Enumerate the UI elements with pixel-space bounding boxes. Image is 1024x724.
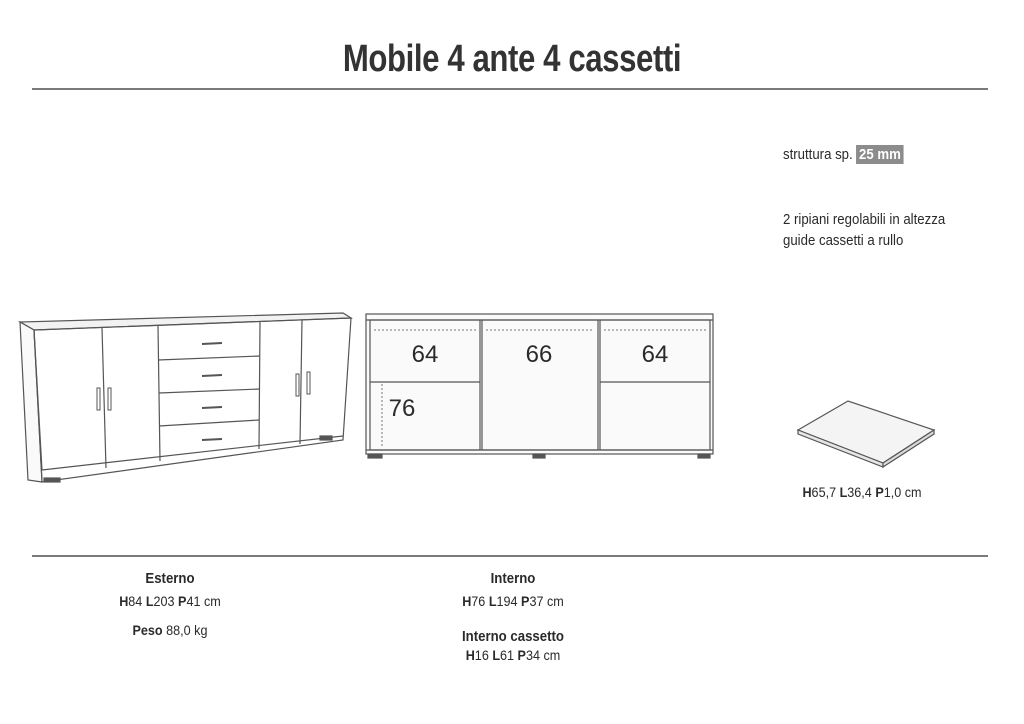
- sideboard-perspective-drawing: [20, 313, 351, 482]
- weight-info: Peso 88,0 kg: [132, 622, 208, 638]
- page-title: Mobile 4 ante 4 cassetti: [342, 38, 682, 80]
- interior-height-label: 76: [388, 395, 416, 422]
- structure-label: struttura sp.: [783, 146, 853, 163]
- thickness-badge: 25 mm: [856, 145, 903, 164]
- interno-cassetto-dimensions: H16 L61 P34 cm: [465, 647, 561, 663]
- interior-right-width-label: 64: [641, 341, 669, 368]
- shelf-drawing: [798, 401, 934, 467]
- interno-cassetto-heading: Interno cassetto: [462, 628, 564, 645]
- interno-heading: Interno: [490, 570, 536, 587]
- interior-left-width-label: 64: [411, 341, 439, 368]
- esterno-heading: Esterno: [145, 570, 195, 587]
- interior-center-width-label: 66: [525, 341, 553, 368]
- shelf-dimensions: H65,7 L36,4 P1,0 cm: [802, 484, 922, 500]
- esterno-dimensions: H84 L203 P41 cm: [119, 593, 221, 609]
- sideboard-interior-view: [366, 314, 713, 458]
- interno-dimensions: H76 L194 P37 cm: [462, 593, 564, 609]
- shelves-note: 2 ripiani regolabili in altezza: [783, 211, 946, 228]
- drawer-guides-note: guide cassetti a rullo: [783, 232, 904, 249]
